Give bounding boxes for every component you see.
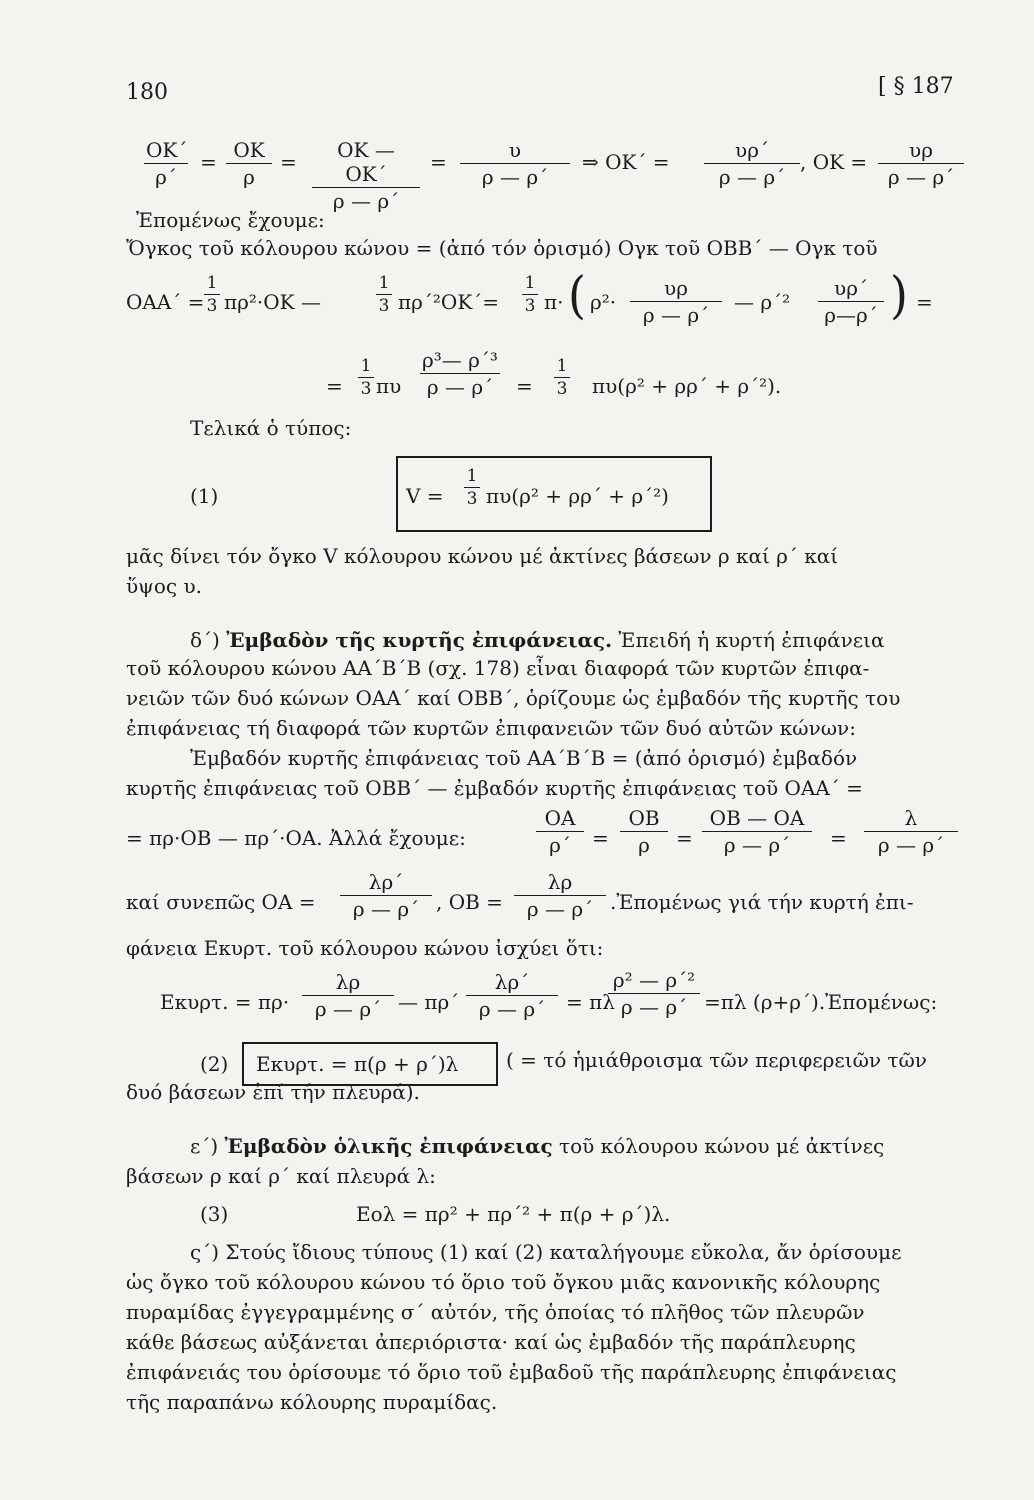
paragraph-line: τῆς παραπάνω κόλουρης πυραμίδας. [126,1390,498,1414]
paragraph-line: ὡς ὄγκο τοῦ κόλουρου κώνου τό ὅριο τοῦ ὄγκου μιᾶς κανονικῆς κόλουρης [126,1270,881,1294]
formula-1-lhs: V = [406,484,444,508]
formula-1-rhs: πυ(ρ² + ρρ΄ + ρ΄²) [486,484,669,508]
formula-3-content: Εολ = πρ² + πρ΄² + π(ρ + ρ΄)λ. [356,1202,671,1226]
paragraph-line: φάνεια Εκυρτ. τοῦ κόλουρου κώνου ἰσχύει ὅτι: [126,936,604,960]
page: 180 [ § 187 ΟΚ΄ ρ΄ = ΟΚ ρ = ΟΚ — ΟΚ΄ ρ — ρ΄ = υ ρ — ρ΄ ⇒ ΟΚ΄ = υρ΄ ρ — ρ΄ , ΟΚ = υρ ρ — ρ΄ Ἐπομένως ἔχουμε: Ὄγκος τοῦ κόλουρου κώνου = (ἀπό τόν ὁρισμό) Ογκ τοῦ ΟΒΒ΄ — Ογκ τοῦ ΟΑΑ΄ = 1 3 πρ²·ΟΚ — 1 3 πρ΄²ΟΚ΄= 1 3 π· ( ρ²· υρ ρ — ρ΄ — ρ΄² υρ΄ ρ—ρ΄ ) = = 1 3 πυ ρ³— ρ΄³ ρ — ρ΄ = 1 3 πυ(ρ² + ρρ΄ + ρ΄²). Τελικά ὁ τύπος: (1) V = 1 3 πυ(ρ² + ρρ΄ + ρ΄²) μᾶς δίνει τόν ὄγκο V κόλουρου κώνου μέ ἀκτίνες βάσεων ρ καί ρ΄ καί ὕψος υ. δ΄) Ἐμβαδὸν τῆς κυρτῆς ἐπιφάνειας. Ἐπειδή ἡ κυρτή ἐπιφάνεια τοῦ κόλουρου κώνου ΑΑ΄Β΄Β (σχ. 178) εἶναι διαφορά τῶν κυρτῶν ἐπιφα- νειῶν τῶν δυό κώνων ΟΑΑ΄ καί ΟΒΒ΄, ὁρίζουμε ὡς ἐμβαδόν τῆς κυρτῆς του ἐπιφάνειας τή διαφορά τῶν κυρτῶν ἐπιφανειῶν τῶν δυό αὐτῶν κώνων: Ἐμβαδόν κυρτῆς ἐπιφάνειας τοῦ ΑΑ΄Β΄Β = (ἀπό ὁρισμό) ἐμβαδόν κυρτῆς ἐπιφάνειας τοῦ ΟΒΒ΄ — ἐμβαδόν κυρτῆς ἐπιφάνειας τοῦ ΟΑΑ΄ = = πρ·ΟΒ — πρ΄·ΟΑ. Ἀλλά ἔχουμε: ΟΑ ρ΄ = ΟΒ ρ = ΟΒ — ΟΑ ρ — ρ΄ = λ ρ — ρ΄ καί συνεπῶς ΟΑ = λρ΄ ρ — ρ΄ , ΟΒ = λρ ρ — ρ΄ .Ἐπομένως γιά τήν κυρτή ἐπι- φάνεια Εκυρτ. τοῦ κόλουρου κώνου ἰσχύει ὅτι: Εκυρτ. = πρ· λρ ρ — ρ΄ — πρ΄ λρ΄ ρ — ρ΄ = πλ ρ² — ρ΄² ρ — ρ΄ =πλ (ρ+ρ΄).Ἐπομένως: (2) Εκυρτ. = π(ρ + ρ΄)λ ( = τό ἡμιάθροισμα τῶν περιφερειῶν τῶν δυό βάσεων ἐπί τήν πλευρά). ε΄) Ἐμβαδὸν ὁλικῆς ἐπιφάνειας τοῦ κόλουρου κώνου μέ ἀκτίνες βάσεων ρ καί ρ΄ καί πλευρά λ: (3) Εολ = πρ² + πρ΄² + π(ρ + ρ΄)λ. ς΄) Στούς ἴδιους τύπους (1) καί (2) καταλήγουμε εὔκολα, ἄν ὁρίσουμε ὡς ὄγκο τοῦ κόλουρου κώνου τό ὅριο τοῦ ὄγκου μιᾶς κανονικῆς κόλουρης πυραμίδας ἐγγεγραμμένης σ΄ αὐτόν, τῆς ὁποίας τό πλῆθος τῶν πλευρῶν κάθε βάσεως αὐξάνεται ἀπεριόριστα· καί ὡς ἐμβαδόν τῆς παράπλευρης ἐπιφάνειάς του ὁρίσουμε τό ὅριο τοῦ ἐμβαδοῦ τῆς παράπλευρης ἐπιφάνειας τῆς παραπάνω κόλουρης πυραμίδας. [0,0,1034,1500]
paragraph-line: ἐπιφάνειας τή διαφορά τῶν κυρτῶν ἐπιφανειῶν τῶν δυό αὐτῶν κώνων: [126,716,856,740]
fraction-ok-prime-result: υρ΄ ρ — ρ΄ [704,138,800,189]
fraction-difference-ok: ΟΚ — ΟΚ΄ ρ — ρ΄ [312,138,420,213]
formula-2-content: Εκυρτ. = π(ρ + ρ΄)λ [256,1052,459,1076]
therefore-line: Ἐπομένως ἔχουμε: [136,208,325,232]
formula-1-number: (1) [190,484,219,508]
paragraph-line: Ἐμβαδόν κυρτῆς ἐπιφάνειας τοῦ ΑΑ΄Β΄Β = (ἀπό ὁρισμό) ἐμβαδόν [190,746,858,770]
paragraph-line: νειῶν τῶν δυό κώνων ΟΑΑ΄ καί ΟΒΒ΄, ὁρίζουμε ὡς ἐμβαδόν τῆς κυρτῆς του [126,686,901,710]
volume-definition-line: Ὄγκος τοῦ κόλουρου κώνου = (ἀπό τόν ὁρισμό) Ογκ τοῦ ΟΒΒ΄ — Ογκ τοῦ [126,236,878,260]
paragraph-line: ὕψος υ. [126,574,202,598]
paragraph-line: βάσεων ρ καί ρ΄ καί πλευρά λ: [126,1164,436,1188]
section-e-title: Ἐμβαδὸν ὁλικῆς ἐπιφάνειας [224,1134,553,1158]
final-formula-label: Τελικά ὁ τύπος: [190,416,352,440]
fraction-ok-over-rho: ΟΚ ρ [226,138,272,189]
formula-2-number: (2) [200,1052,229,1076]
fraction-ok-prime-over-rho-prime: ΟΚ΄ ρ΄ [146,138,188,189]
page-number: 180 [126,80,168,105]
section-e-heading: ε΄) Ἐμβαδὸν ὁλικῆς ἐπιφάνειας τοῦ κόλουρου κώνου μέ ἀκτίνες [190,1134,885,1158]
section-d-heading: δ΄) Ἐμβαδὸν τῆς κυρτῆς ἐπιφάνειας. Ἐπειδή ἡ κυρτή ἐπιφάνεια [190,628,885,652]
paragraph-line: δυό βάσεων ἐπί τήν πλευρά). [126,1080,420,1104]
paragraph-line: μᾶς δίνει τόν ὄγκο V κόλουρου κώνου μέ ἀκτίνες βάσεων ρ καί ρ΄ καί [126,544,839,568]
paragraph-line: κυρτῆς ἐπιφάνειας τοῦ ΟΒΒ΄ — ἐμβαδόν κυρτῆς ἐπιφάνειας τοῦ ΟΑΑ΄ = [126,776,863,800]
fraction-upsilon: υ ρ — ρ΄ [460,138,570,189]
paragraph-line: κάθε βάσεως αὐξάνεται ἀπεριόριστα· καί ὡς ἐμβαδόν τῆς παράπλευρης [126,1330,856,1354]
paragraph-line: πυραμίδας ἐγγεγραμμένης σ΄ αὐτόν, τῆς ὁποίας τό πλῆθος τῶν πλευρῶν [126,1300,865,1324]
formula-3-number: (3) [200,1202,229,1226]
paragraph-line: ἐπιφάνειάς του ὁρίσουμε τό ὅριο τοῦ ἐμβαδοῦ τῆς παράπλευρης ἐπιφάνειας [126,1360,897,1384]
paragraph-line: τοῦ κόλουρου κώνου ΑΑ΄Β΄Β (σχ. 178) εἶναι διαφορά τῶν κυρτῶν ἐπιφα- [126,656,870,680]
formula-2-note: ( = τό ἡμιάθροισμα τῶν περιφερειῶν τῶν [506,1048,927,1072]
section-d-title: Ἐμβαδὸν τῆς κυρτῆς ἐπιφάνειας. [226,628,613,652]
fraction-ok-result: υρ ρ — ρ΄ [878,138,964,189]
section-reference: [ § 187 [878,74,954,99]
paragraph-line: ς΄) Στούς ἴδιους τύπους (1) καί (2) καταλήγουμε εὔκολα, ἄν ὁρίσουμε [190,1240,902,1264]
